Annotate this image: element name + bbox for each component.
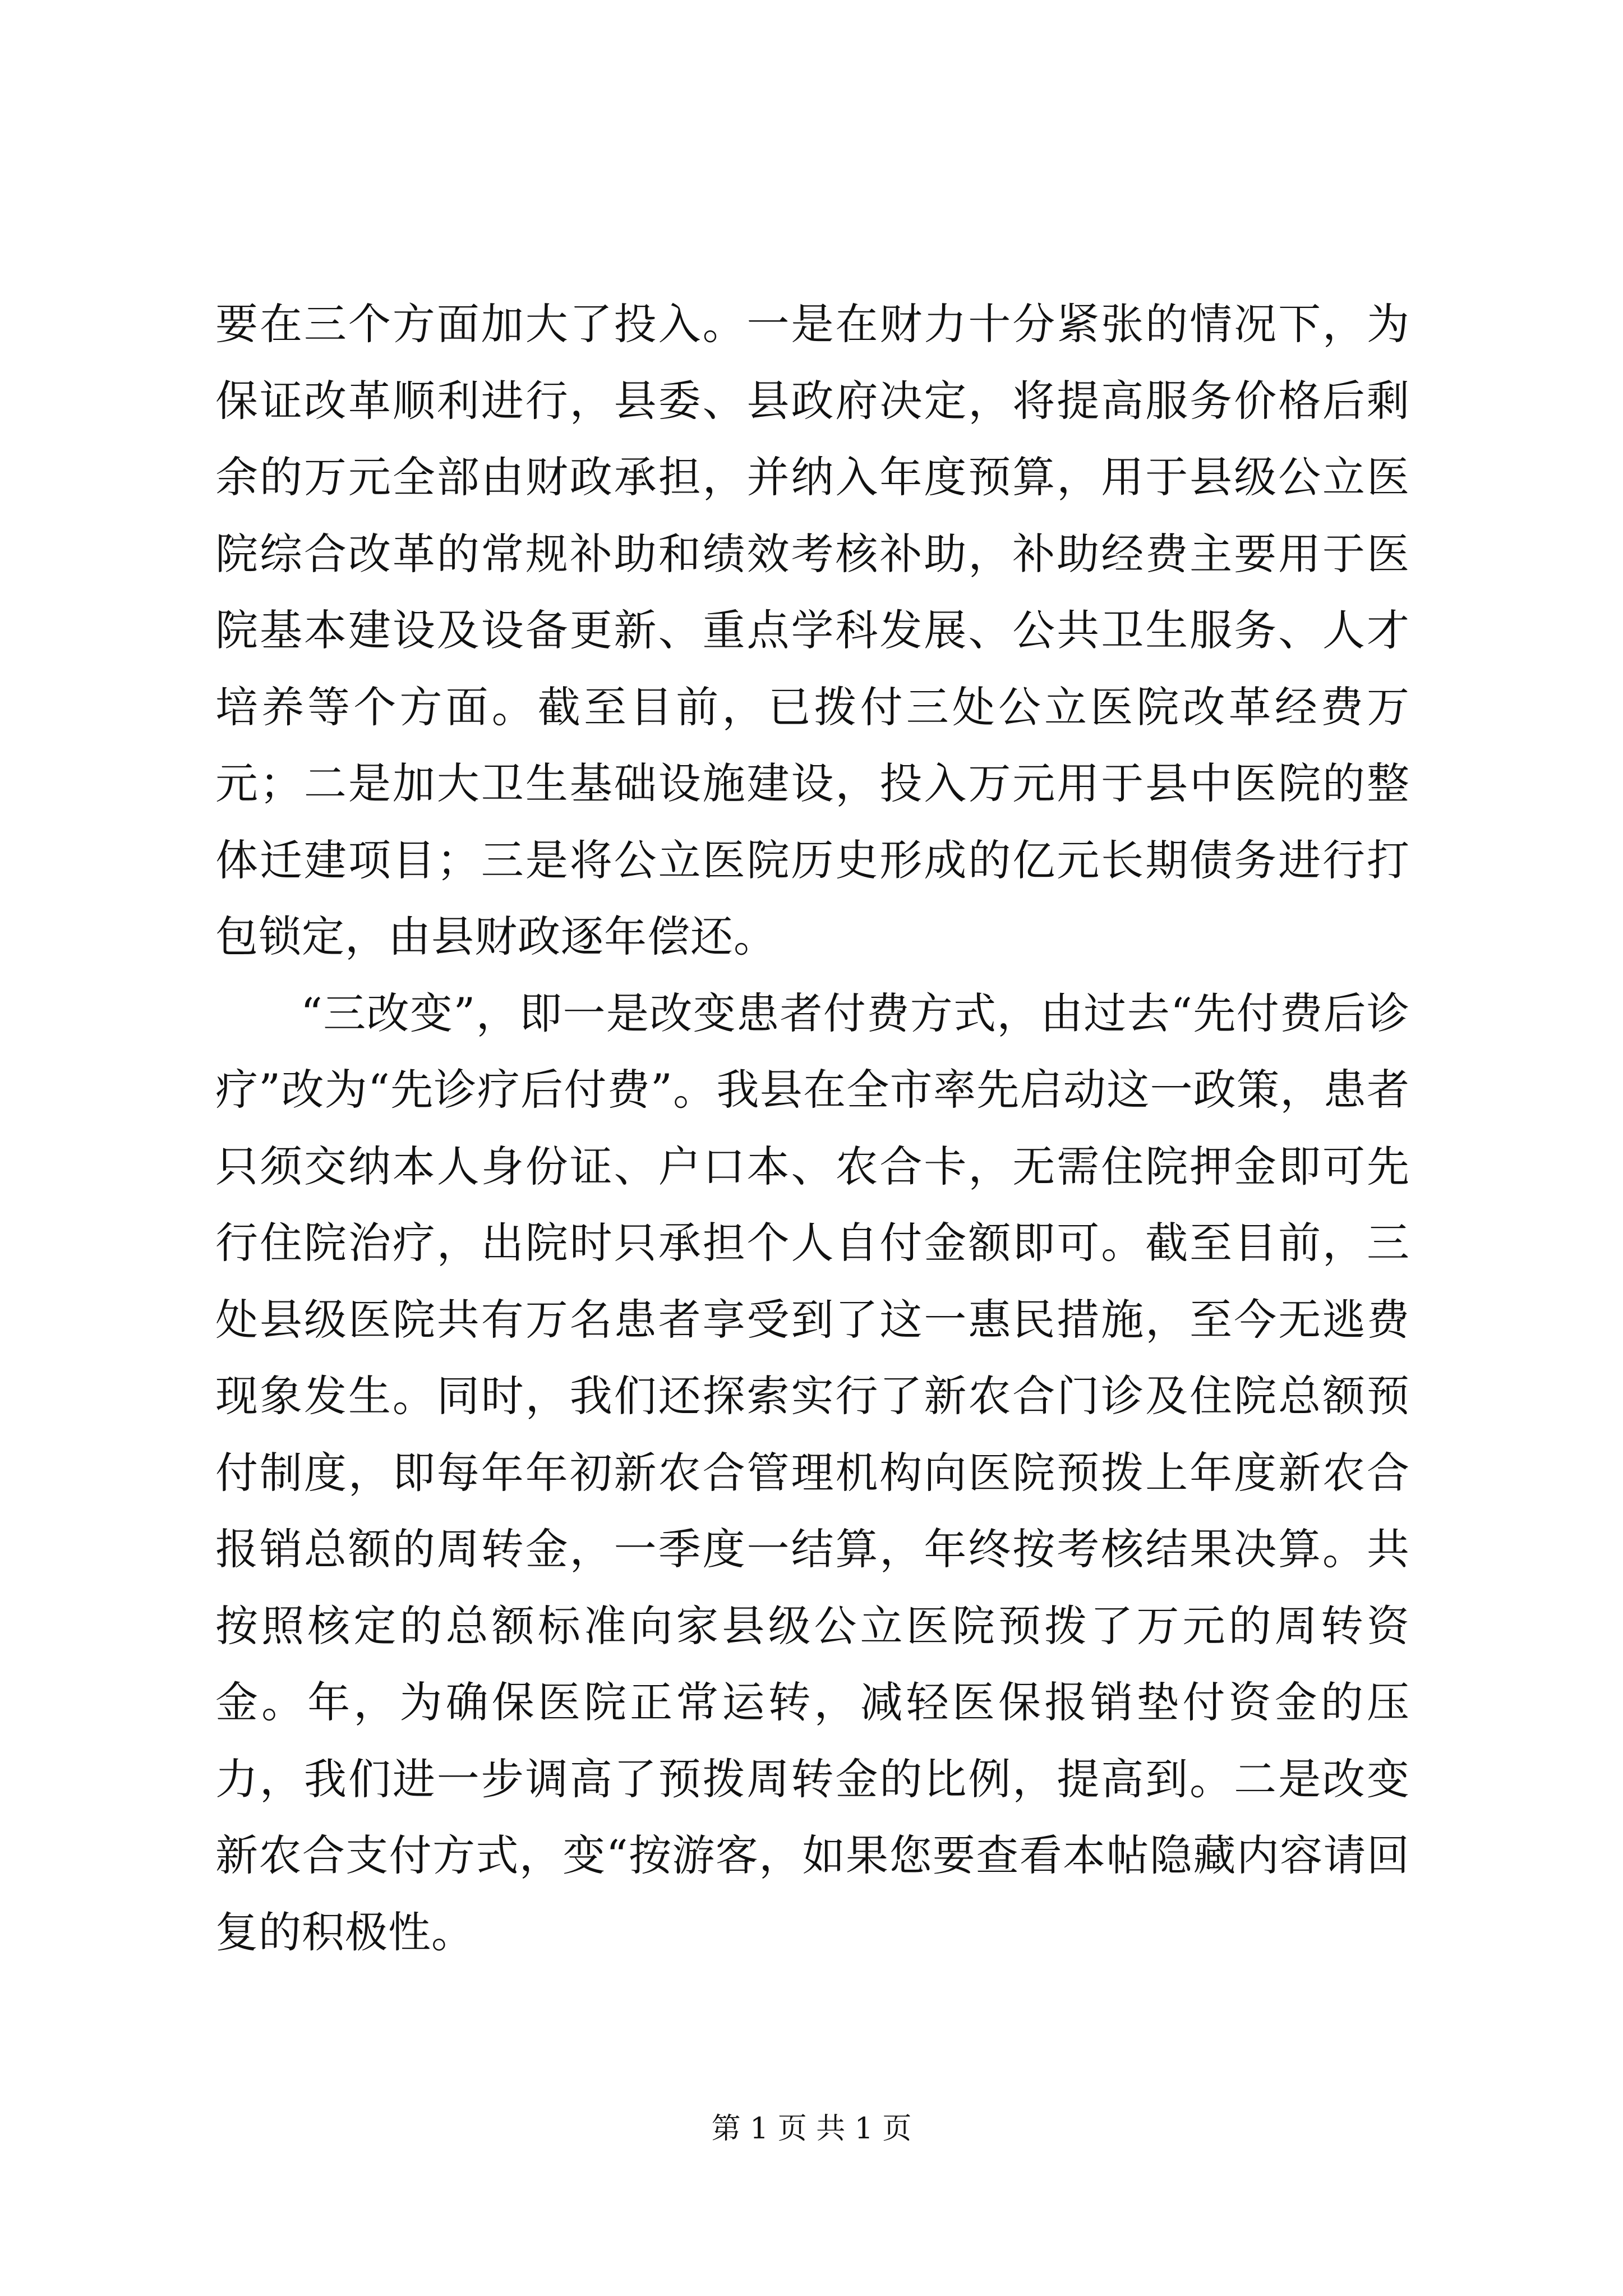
body-paragraph-2: “三改变”，即一是改变患者付费方式，由过去“先付费后诊疗”改为“先诊疗后付费”。我县在全市率先启动这一政策，患者只须交纳本人身份证、户口本、农合卡，无需住院押金即可先行住院治疗，出院时只承担个人自付金额即可。截至目前，三处县级医院共有万名患者享受到了这一惠民措施，至今无逃费现象发生。同时，我们还探索实行了新农合门诊及住院总额预付制度，即每年年初新农合管理机构向医院预拨上年度新农合报销总额的周转金，一季度一结算，年终按考核结果决算。共按照核定的总额标准向家县级公立医院预拨了万元的周转资金。年，为确保医院正常运转，减轻医保报销垫付资金的压力，我们进一步调高了预拨周转金的比例，提高到。二是改变新农合支付方式，变“按游客，如果您要查看本帖隐藏内容请回复的积极性。 [215, 988, 1410, 1957]
page-number-label: 第 1 页 共 1 页 [711, 2112, 912, 2146]
page-footer [0, 2109, 1623, 2148]
body-paragraph-1: 要在三个方面加大了投入。一是在财力十分紧张的情况下，为保证改革顺利进行，县委、县政府决定，将提高服务价格后剩余的万元全部由财政承担，并纳入年度预算，用于县级公立医院综合改革的常规补助和绩效考核补助，补助经费主要用于医院基本建设及设备更新、重点学科发展、公共卫生服务、人才培养等个方面。截至目前，已拨付三处公立医院改革经费万元；二是加大卫生基础设施建设，投入万元用于县中医院的整体迁建项目；三是将公立医院历史形成的亿元长期债务进行打包锁定，由县财政逐年偿还。 [215, 299, 1410, 961]
document-body [215, 286, 1410, 1971]
